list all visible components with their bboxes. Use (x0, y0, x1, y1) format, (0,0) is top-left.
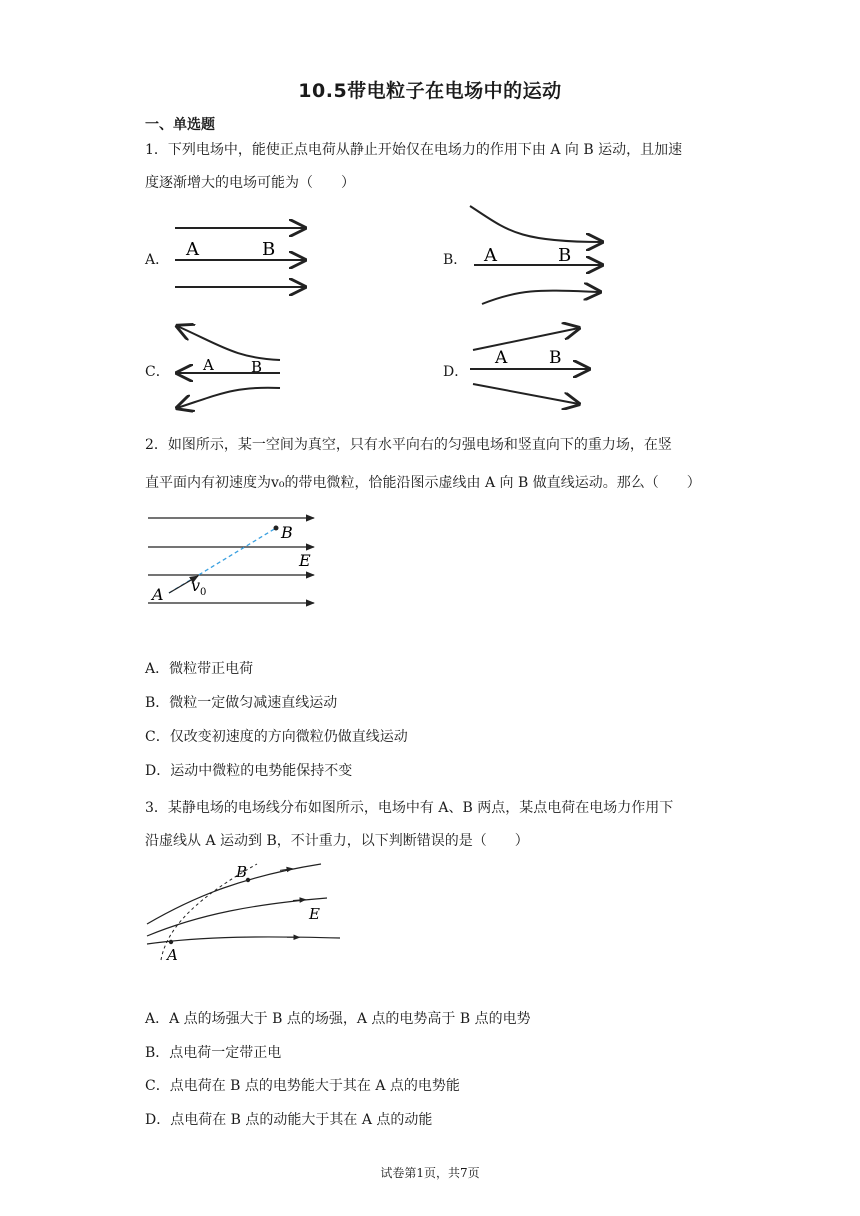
q1-option-b-label[interactable]: B． (443, 252, 468, 268)
q1-option-c-label[interactable]: C． (145, 364, 170, 380)
question-3-line-2: 沿虚线从 A 运动到 B，不计重力，以下判断错误的是（ ） (145, 833, 529, 849)
q1-figure-d (465, 322, 595, 410)
field-e-label: E (299, 551, 311, 570)
point-b-label: B (236, 863, 248, 881)
field-line-icon (470, 206, 602, 242)
point-a-label: A (495, 348, 508, 368)
point-b-label: B (262, 239, 276, 260)
question-1-stem (145, 134, 720, 200)
q2-option-c[interactable]: C．仅改变初速度的方向微粒仍做直线运动 (145, 729, 408, 745)
point-b-label: B (549, 348, 562, 368)
question-1-line-2: 度逐渐增大的电场可能为（ ） (145, 175, 355, 191)
section-heading: 一、单选题 (145, 117, 215, 133)
q1-option-a-label[interactable]: A． (145, 252, 170, 268)
velocity-subscript: 0 (200, 587, 207, 598)
point-b-label: B (281, 523, 293, 542)
field-line-icon (177, 326, 280, 360)
question-3-line-1: 3．某静电场的电场线分布如图所示，电场中有 A、B 两点，某点电荷在电场力作用下 (145, 800, 674, 816)
question-2-line-1: 2．如图所示，某一空间为真空，只有水平向右的匀强电场和竖直向下的重力场，在竖 (145, 437, 672, 453)
arrowhead-icon (293, 900, 303, 901)
question-1-line-1: 1．下列电场中，能使正点电荷从静止开始仅在电场力的作用下由 A 向 B 运动，且加速 (145, 142, 683, 158)
velocity-label: v (191, 576, 201, 595)
q1-figure-a (170, 215, 315, 300)
point-b-dot (274, 526, 279, 531)
q2-option-a[interactable]: A．微粒带正电荷 (145, 661, 254, 677)
point-a-label: A (152, 585, 164, 604)
question-3-stem (145, 792, 720, 858)
q2-option-d[interactable]: D．运动中微粒的电势能保持不变 (145, 763, 353, 779)
field-line-icon (147, 937, 340, 944)
q1-figure-c (165, 320, 290, 415)
field-line-icon (177, 388, 280, 408)
field-e-label: E (309, 905, 320, 923)
question-2-line-2: 直平面内有初速度为v₀的带电微粒，恰能沿图示虚线由 A 向 B 做直线运动。那么（ ） (145, 475, 701, 491)
point-a-label: A (203, 356, 214, 374)
field-line-icon (473, 328, 579, 350)
q3-option-c[interactable]: C．点电荷在 B 点的电势能大于其在 A 点的电势能 (145, 1078, 460, 1094)
point-b-label: B (558, 245, 572, 266)
q1-figure-b (462, 202, 610, 310)
q2-option-b[interactable]: B．微粒一定做匀减速直线运动 (145, 695, 338, 711)
field-line-icon (473, 384, 579, 404)
q3-option-b[interactable]: B．点电荷一定带正电 (145, 1045, 282, 1061)
question-2-stem (145, 426, 720, 502)
field-line-icon (482, 291, 600, 304)
page-footer: 试卷第1页，共7页 (380, 1166, 480, 1180)
point-a-label: A (186, 239, 199, 260)
page-title: 10.5带电粒子在电场中的运动 (298, 80, 562, 102)
point-b-label: B (251, 358, 263, 376)
point-a-label: A (167, 946, 178, 964)
q2-figure (146, 508, 326, 608)
q3-option-d[interactable]: D．点电荷在 B 点的动能大于其在 A 点的动能 (145, 1112, 433, 1128)
q1-option-d-label[interactable]: D． (443, 364, 469, 380)
point-a-label: A (484, 245, 497, 266)
field-line-icon (147, 864, 321, 924)
q3-option-a[interactable]: A．A 点的场强大于 B 点的场强，A 点的电势高于 B 点的电势 (145, 1011, 531, 1027)
q3-figure (145, 856, 345, 966)
point-a-dot (169, 940, 173, 944)
